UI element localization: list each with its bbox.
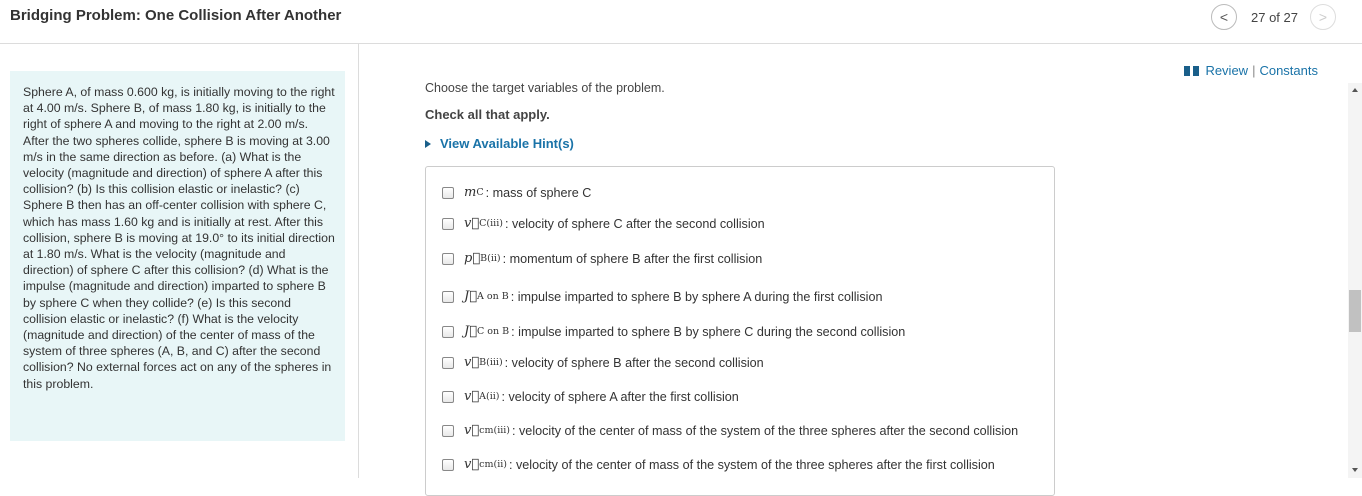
option-item[interactable] bbox=[442, 324, 905, 339]
link-separator: | bbox=[1252, 63, 1256, 78]
scroll-down-arrow-icon[interactable] bbox=[1352, 468, 1358, 472]
option-subscript: C on B bbox=[477, 326, 510, 337]
option-description: : mass of sphere C bbox=[485, 185, 592, 200]
option-symbol: J⃗ bbox=[464, 324, 478, 339]
option-subscript: B(ii) bbox=[480, 253, 501, 264]
problem-statement-panel bbox=[10, 71, 345, 441]
option-checkbox[interactable] bbox=[442, 459, 454, 471]
option-checkbox[interactable] bbox=[442, 291, 454, 303]
view-hints-link[interactable] bbox=[425, 136, 574, 151]
constants-link[interactable]: Constants bbox=[1259, 63, 1318, 78]
caret-right-icon bbox=[425, 140, 431, 148]
option-description: : impulse imparted to sphere B by sphere A during the first collision bbox=[510, 289, 883, 304]
option-symbol: p⃗ bbox=[464, 251, 481, 266]
next-button[interactable] bbox=[1310, 4, 1336, 30]
review-link[interactable]: Review bbox=[1205, 63, 1249, 78]
check-all-label: Check all that apply. bbox=[425, 107, 550, 122]
previous-button[interactable] bbox=[1211, 4, 1237, 30]
option-subscript: B(iii) bbox=[479, 357, 503, 368]
option-description: : velocity of sphere A after the first collision bbox=[501, 389, 739, 404]
option-item[interactable] bbox=[442, 185, 591, 200]
page-title: Bridging Problem: One Collision After Another bbox=[10, 7, 342, 24]
chevron-right-icon: > bbox=[1318, 9, 1328, 25]
scrollbar-track[interactable] bbox=[1348, 83, 1362, 478]
options-box bbox=[425, 166, 1055, 496]
option-symbol: v⃗ bbox=[464, 423, 480, 438]
option-subscript: cm(ii) bbox=[479, 459, 507, 470]
option-description: : impulse imparted to sphere B by sphere C during the second collision bbox=[511, 324, 906, 339]
view-hints-label: View Available Hint(s) bbox=[440, 136, 574, 151]
option-item[interactable] bbox=[442, 251, 762, 266]
option-checkbox[interactable] bbox=[442, 187, 454, 199]
option-symbol: v⃗ bbox=[464, 355, 480, 370]
option-checkbox[interactable] bbox=[442, 357, 454, 369]
option-subscript: A(ii) bbox=[479, 391, 500, 402]
option-checkbox[interactable] bbox=[442, 391, 454, 403]
option-checkbox[interactable] bbox=[442, 425, 454, 437]
option-checkbox[interactable] bbox=[442, 218, 454, 230]
option-item[interactable] bbox=[442, 289, 882, 304]
option-description: : velocity of the center of mass of the system of the three spheres after the first collision bbox=[508, 457, 995, 472]
option-description: : velocity of sphere C after the second collision bbox=[504, 216, 765, 231]
option-symbol: v⃗ bbox=[464, 216, 480, 231]
option-symbol: v⃗ bbox=[464, 457, 480, 472]
review-constants-links bbox=[1184, 63, 1318, 78]
option-item[interactable] bbox=[442, 423, 1018, 438]
problem-text: Sphere A, of mass 0.600 kg, is initially moving to the right at 4.00 m/s. Sphere B, of mass 1.80 kg, is initially to the right of sphere A and moving to the right at 2.00 m/s. After the two spheres collide, sphere B is moving at 3.00 m/s in the same direction as before. (a) What is the velocity (magnitude and direction) of sphere A after this collision? (b) Is this collision elastic or inelastic? (c) Sphere B then has an off-center collision with sphere C, which has mass 1.60 kg and is initially at rest. After this collision, sphere B is moving at 19.0° to its initial direction at 1.80 m/s. What is the velocity (magnitude and direction) of sphere C after this collision? (d) What is the impulse (magnitude and direction) imparted to sphere B by sphere C when they collide? (e) Is this second collision elastic or inelastic? (f) What is the velocity (magnitude and direction) of the center of mass of the system of three spheres (A, B, and C) after the second collision? No external forces act on any of the spheres in this problem. bbox=[23, 85, 335, 391]
header-bar bbox=[0, 0, 1362, 44]
option-subscript: cm(iii) bbox=[479, 425, 511, 436]
scrollbar-thumb[interactable] bbox=[1349, 290, 1361, 332]
pager-label: 27 of 27 bbox=[1251, 9, 1298, 25]
book-icon bbox=[1184, 66, 1199, 76]
option-subscript: A on B bbox=[477, 291, 509, 302]
option-symbol: J⃗ bbox=[464, 289, 478, 304]
option-item[interactable] bbox=[442, 216, 765, 231]
chevron-left-icon: < bbox=[1219, 9, 1229, 25]
scroll-up-arrow-icon[interactable] bbox=[1352, 88, 1358, 92]
option-checkbox[interactable] bbox=[442, 253, 454, 265]
option-subscript: C bbox=[476, 187, 484, 198]
option-symbol: v⃗ bbox=[464, 389, 480, 404]
option-item[interactable] bbox=[442, 355, 764, 370]
option-checkbox[interactable] bbox=[442, 326, 454, 338]
option-description: : velocity of the center of mass of the system of the three spheres after the second collision bbox=[512, 423, 1019, 438]
option-symbol: m bbox=[464, 185, 477, 200]
option-subscript: C(iii) bbox=[479, 218, 503, 229]
option-item[interactable] bbox=[442, 457, 995, 472]
question-instructions: Choose the target variables of the problem. bbox=[425, 81, 665, 95]
option-item[interactable] bbox=[442, 389, 739, 404]
panel-divider bbox=[358, 44, 359, 478]
pager bbox=[1211, 4, 1336, 30]
option-description: : velocity of sphere B after the second collision bbox=[504, 355, 764, 370]
option-description: : momentum of sphere B after the first collision bbox=[502, 251, 763, 266]
